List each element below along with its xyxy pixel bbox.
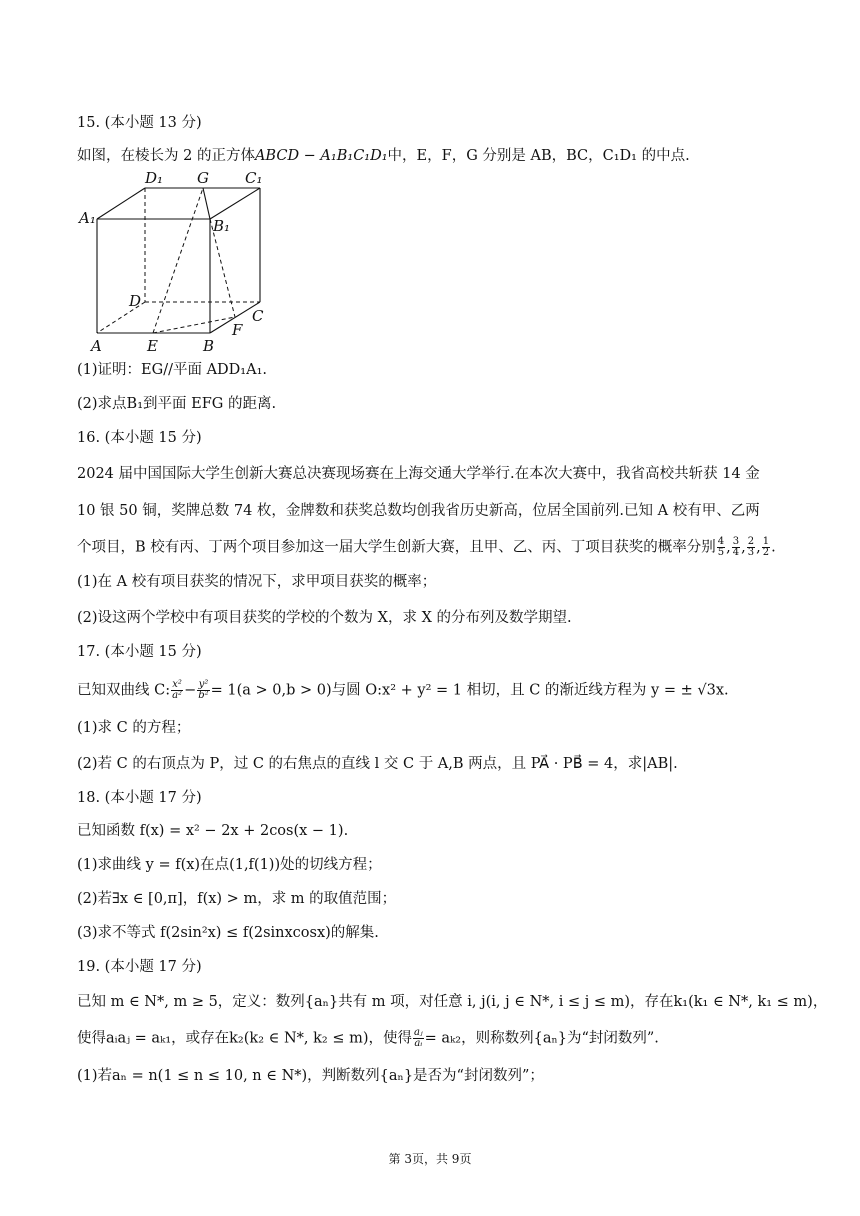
q15-stem: 如图，在棱长为 2 的正方体ABCD − A₁B₁C₁D₁中，E，F，G 分别是 AB，BC，C₁D₁ 的中点. (77, 148, 690, 164)
label-B: B (203, 337, 215, 355)
q16-header: 16. (本小题 15 分) (77, 430, 202, 446)
cube-figure (77, 167, 277, 357)
q18-header: 18. (本小题 17 分) (77, 790, 202, 806)
prob-frac-4: $\frac{1}{2}$ (762, 536, 770, 558)
q17-part2: (2)若 C 的右顶点为 P，过 C 的右焦点的直线 l 交 C 于 A,B 两点，且 PA⃗ · PB⃗ = 4，求|AB|. (77, 756, 678, 772)
q15-part2: (2)求点B₁到平面 EFG 的距离. (77, 396, 277, 412)
q19-part1: (1)若aₙ = n(1 ≤ n ≤ 10, n ∈ N*)，判断数列{aₙ}是否为“封闭数列”； (77, 1068, 544, 1084)
label-E: E (147, 337, 158, 355)
q17-part1: (1)求 C 的方程； (77, 720, 191, 736)
q18-part1: (1)求曲线 y = f(x)在点(1,f(1))处的切线方程； (77, 857, 382, 873)
q16-line3: 个项目，B 校有丙、丁两个项目参加这一届大学生创新大赛，且甲、乙、丙、丁项目获奖的概率分别 $\frac{4}{5}$ , $\frac{3}{4}$ , $\frac{2}{3}$ , $\frac{1}{2}$ . (77, 536, 776, 558)
q19-header: 19. (本小题 17 分) (77, 959, 202, 975)
label-G: G (197, 169, 209, 187)
q15-part1: (1)证明：EG//平面 ADD₁A₁. (77, 362, 268, 378)
label-C1: C₁ (245, 169, 263, 187)
q19-line2: 使得aᵢaⱼ = aₖ₁，或存在k₂(k₂ ∈ N*, k₂ ≤ m)，使得 $\frac{\text{aⱼ}}{\text{aᵢ}}$ = aₖ₂，则称数列{aₙ}为“封闭数列”. (77, 1027, 659, 1049)
label-D1: D₁ (145, 169, 164, 187)
label-F: F (232, 321, 243, 339)
prob-frac-3: $\frac{2}{3}$ (747, 536, 755, 558)
q15-header: 15. (本小题 13 分) (77, 115, 202, 131)
q17-header: 17. (本小题 15 分) (77, 644, 202, 660)
label-A1: A₁ (79, 209, 96, 227)
q19-line1: 已知 m ∈ N*, m ≥ 5，定义：数列{aₙ}共有 m 项，对任意 i, j(i, j ∈ N*, i ≤ j ≤ m)，存在k₁(k₁ ∈ N*, k₁ ≤ m)， (77, 994, 828, 1010)
label-B1: B₁ (213, 217, 231, 235)
q17-stem: 已知双曲线 C: $\frac{\text{x²}}{\text{a²}}$ − $\frac{\text{y²}}{\text{b²}}$ = 1(a > 0,b > 0)与圆 O:x² + y² = 1 相切，且 C 的渐近线方程为 y = ± √3x. (77, 679, 729, 701)
q16-line1: 2024 届中国国际大学生创新大赛总决赛现场赛在上海交通大学举行.在本次大赛中，我省高校共斩获 14 金 (77, 466, 760, 482)
q18-part3: (3)求不等式 f(2sin²x) ≤ f(2sinxcosx)的解集. (77, 925, 379, 941)
page-footer: 第 3页，共 9页 (388, 1152, 472, 1166)
q16-part1: (1)在 A 校有项目获奖的情况下，求甲项目获奖的概率； (77, 574, 437, 590)
prob-frac-1: $\frac{4}{5}$ (717, 536, 725, 558)
q16-part2: (2)设这两个学校中有项目获奖的学校的个数为 X，求 X 的分布列及数学期望. (77, 610, 572, 626)
q18-stem: 已知函数 f(x) = x² − 2x + 2cos(x − 1). (77, 823, 349, 839)
label-A: A (91, 337, 102, 355)
prob-frac-2: $\frac{3}{4}$ (732, 536, 740, 558)
q18-part2: (2)若∃x ∈ [0,π]，f(x) > m，求 m 的取值范围； (77, 891, 397, 907)
label-D: D (129, 292, 142, 310)
label-C: C (252, 307, 264, 325)
q16-line2: 10 银 50 铜，奖牌总数 74 枚，金牌数和获奖总数均创我省历史新高，位居全国前列.已知 A 校有甲、乙两 (77, 503, 760, 519)
